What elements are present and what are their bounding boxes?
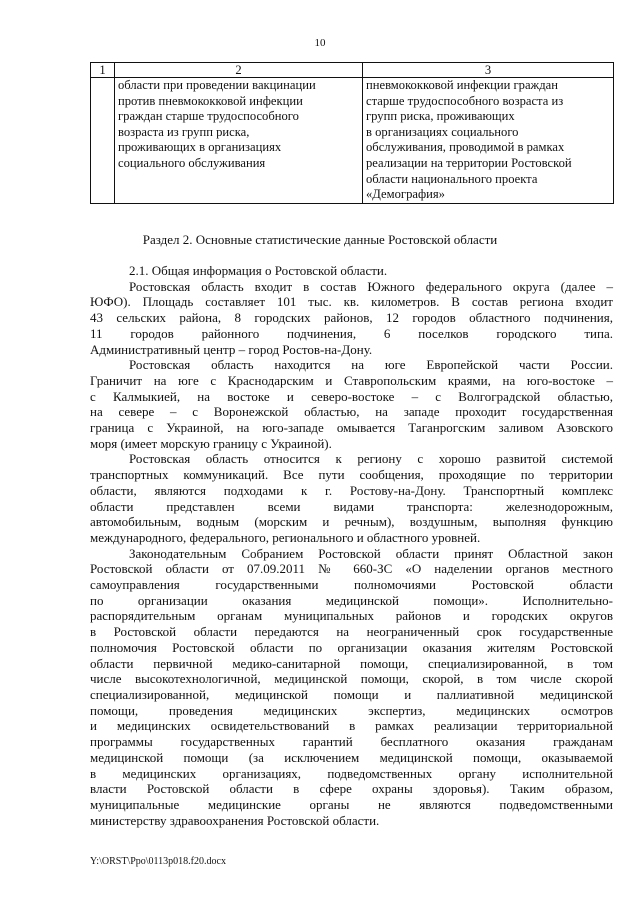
- cell-line: против пневмококковой инфекции: [118, 93, 303, 108]
- text-line: полномочия Ростовской области по организации оказания жителям Ростовской: [90, 639, 613, 655]
- text-line: Ростовская область входит в состав Южного федерального округа (далее –: [129, 278, 613, 294]
- text-line: области, являются подходами к г. Ростову-на-Дону. Транспортный комплекс: [90, 482, 613, 498]
- text-line: с Калмыкией, на востоке и северо-востоке – с Волгоградской областью,: [90, 388, 613, 404]
- cell-line: пневмококковой инфекции граждан: [366, 78, 558, 92]
- cell-line: области национального проекта: [366, 171, 538, 186]
- text-line: 43 сельских района, 8 городских районов, 12 городов областного подчинения,: [90, 310, 613, 326]
- text-line: 2.1. Общая информация о Ростовской области.: [129, 263, 388, 278]
- cell-line: реализации на территории Ростовской: [366, 155, 572, 170]
- page-number: 10: [314, 37, 326, 49]
- text-line: по организации оказания медицинской помощи». Исполнительно-: [90, 592, 613, 608]
- text-line: Ростовская область находится на юге Европейской части России.: [129, 357, 613, 373]
- text-line: моря (имеет морскую границу с Украиной).: [90, 435, 332, 451]
- header-cell-1: 1: [91, 63, 115, 78]
- paragraph-legislation: [90, 546, 613, 829]
- text-line: помощи, проведения медицинских экспертиз, медицинских осмотров: [90, 702, 613, 718]
- text-line: власти Ростовской области в сфере охраны здоровья). Таким образом,: [90, 781, 613, 797]
- text-line: ЮФО). Площадь составляет 101 тыс. кв. километров. В состав региона входит: [90, 294, 613, 310]
- text-line: медицинской помощи (за исключением медицинской помощи, оказываемой: [90, 749, 613, 765]
- text-line: области представлен всеми видами транспорта: железнодорожным,: [90, 498, 613, 514]
- table-row: [91, 78, 614, 204]
- cell-line: области при проведении вакцинации: [118, 78, 316, 92]
- cell-line: граждан старше трудоспособного: [118, 109, 299, 124]
- text-line: Ростовской области от 07.09.2011 № 660-ЗС «О наделении органов местного: [90, 561, 613, 577]
- cell-line: возраста из групп риска,: [118, 124, 250, 139]
- text-line: граница с Украиной, на юго-западе омывается Таганрогским заливом Азовского: [90, 420, 613, 436]
- text-line: на севере – с Воронежской областью, на западе проходит государственная: [90, 404, 613, 420]
- header-cell-2: 2: [115, 63, 363, 78]
- text-line: в Ростовской области передаются на неограниченный срок государственные: [90, 624, 613, 640]
- cell-line: старше трудоспособного возраста из: [366, 93, 564, 108]
- text-line: Законодательным Собранием Ростовской области принят Областной закон: [129, 545, 613, 561]
- cell-line: проживающих в организациях: [118, 140, 282, 155]
- table-header-row: [91, 63, 614, 78]
- text-line: транспортных коммуникаций. Все пути сообщения, проходящие по территории: [90, 467, 613, 483]
- continuation-table: [90, 62, 614, 204]
- paragraph-transport: [90, 451, 613, 545]
- text-line: в медицинских организациях, подведомственных органу исполнительной: [90, 765, 613, 781]
- text-line: числе высокотехнологичной, медицинской помощи, скорой, в том числе скорой: [90, 671, 613, 687]
- cell-line: обслуживания, проводимой в рамках: [366, 140, 565, 155]
- text-line: 11 городов районного подчинения, 6 поселков городского типа.: [90, 325, 613, 341]
- text-line: автомобильным, водным (морским и речным), воздушным, выполняя функцию: [90, 514, 613, 530]
- text-line: области первичной медико-санитарной помощи, специализированной, в том: [90, 655, 613, 671]
- text-line: международного, федерального, регионального и областного уровней.: [90, 529, 481, 545]
- section-title: Раздел 2. Основные статистические данные Ростовской области: [142, 232, 498, 247]
- table-cell-number: [91, 78, 115, 204]
- file-path-footer: Y:\ORST\Ppo\0113p018.f20.docx: [90, 856, 226, 867]
- text-line: Ростовская область относится к региону с хорошо развитой системой: [129, 451, 613, 467]
- subsection-heading: [90, 263, 613, 279]
- cell-line: групп риска, проживающих: [366, 109, 515, 124]
- paragraph-general: [90, 279, 613, 358]
- text-line: муниципальные медицинские органы не являются подведомственными: [90, 796, 613, 812]
- paragraph-geography: [90, 357, 613, 451]
- header-cell-3: 3: [363, 63, 614, 78]
- table-cell-description: [115, 78, 363, 204]
- cell-line: социального обслуживания: [118, 155, 266, 170]
- text-line: специализированной, медицинской помощи и паллиативной медицинской: [90, 686, 613, 702]
- text-line: программы государственных гарантий бесплатного оказания гражданам: [90, 734, 613, 750]
- text-line: министерству здравоохранения Ростовской области.: [90, 812, 380, 828]
- body-text: [90, 263, 613, 828]
- text-line: Граничит на юге с Краснодарским и Ставропольским краями, на юго-востоке –: [90, 372, 613, 388]
- text-line: распорядительным органам муниципальных районов и городских округов: [90, 608, 613, 624]
- cell-line: в организациях социального: [366, 124, 519, 139]
- text-line: и медицинских освидетельствований в рамках реализации территориальной: [90, 718, 613, 734]
- table-cell-indicator: [363, 78, 614, 204]
- text-line: Административный центр – город Ростов-на-Дону.: [90, 341, 373, 357]
- text-line: самоуправления государственными полномочиями Ростовской области: [90, 577, 613, 593]
- cell-line: «Демография»: [366, 187, 445, 202]
